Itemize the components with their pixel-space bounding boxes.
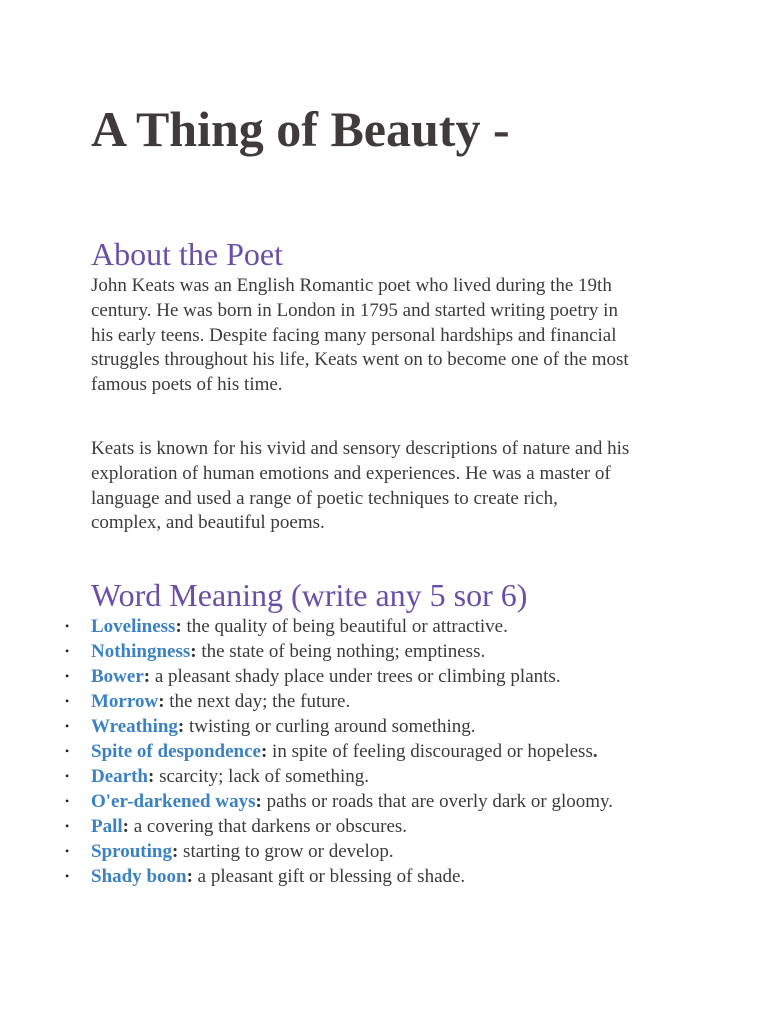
word-definition: paths or roads that are overly dark or gloomy. [261,791,614,812]
word-term: Bower [91,666,144,687]
word-term: Nothingness [91,641,191,662]
word-definition: in spite of feeling discouraged or hopeless [267,741,593,762]
list-item [0,839,613,864]
term-colon: : [171,841,179,862]
word-definition: a covering that darkens or obscures. [129,816,408,837]
list-item [0,739,613,764]
term-colon: : [143,666,151,687]
list-item [0,764,613,789]
bullet-icon: • [65,869,70,883]
bullet-icon: • [65,719,70,733]
term-colon: : [186,866,193,887]
definition-tail: . [592,741,598,762]
list-item [0,614,613,639]
bullet-icon: • [65,844,70,858]
about-paragraph-2: Keats is known for his vivid and sensory descriptions of nature and his exploration of human emotions and experiences. He was a master of language and used a range of poetic techniques to create rich, complex, and beautiful poems. [91,438,630,534]
bullet-icon: • [65,644,70,658]
word-definition: a pleasant gift or blessing of shade. [192,866,466,887]
term-colon: : [190,641,197,662]
list-item [0,714,613,739]
word-term: Shady boon [91,866,187,887]
bullet-icon: • [65,744,70,758]
term-colon: : [158,691,165,712]
word-term: Loveliness [91,616,176,637]
term-colon: : [122,816,129,837]
document-title: A Thing of Beauty - [91,101,510,157]
word-term: O'er-darkened ways [91,791,256,812]
word-term: Spite of despondence [91,741,261,762]
word-definition: the state of being nothing; emptiness. [196,641,486,662]
word-definition: twisting or curling around something. [184,716,476,737]
about-paragraph-1: John Keats was an English Romantic poet who lived during the 19th century. He was born in London in 1795 and started writing poetry in his early teens. Despite facing many personal hardships and financial struggles throughout his life, Keats went on to become one of the most famous poets of his time. [91,275,629,396]
about-poet-heading: About the Poet [91,236,283,272]
term-colon: : [260,741,268,762]
word-definition: starting to grow or develop. [178,841,394,862]
bullet-icon: • [65,819,70,833]
bullet-icon: • [65,694,70,708]
list-item [0,789,613,814]
word-definition: the next day; the future. [164,691,351,712]
list-item [0,639,613,664]
list-item [0,689,613,714]
term-colon: : [147,766,155,787]
term-colon: : [175,616,182,637]
word-meaning-list [0,614,613,889]
list-item [0,814,613,839]
word-meaning-heading: Word Meaning (write any 5 sor 6) [91,577,528,613]
term-colon: : [255,791,262,812]
word-definition: the quality of being beautiful or attractive. [181,616,508,637]
bullet-icon: • [65,669,70,683]
word-term: Sprouting [91,841,172,862]
word-term: Wreathing [91,716,178,737]
word-term: Dearth [91,766,148,787]
word-definition: scarcity; lack of something. [154,766,370,787]
bullet-icon: • [65,619,70,633]
list-item [0,664,613,689]
word-term: Morrow [91,691,159,712]
word-term: Pall [91,816,123,837]
list-item [0,864,613,889]
word-definition: a pleasant shady place under trees or climbing plants. [150,666,561,687]
bullet-icon: • [65,794,70,808]
term-colon: : [177,716,185,737]
bullet-icon: • [65,769,70,783]
